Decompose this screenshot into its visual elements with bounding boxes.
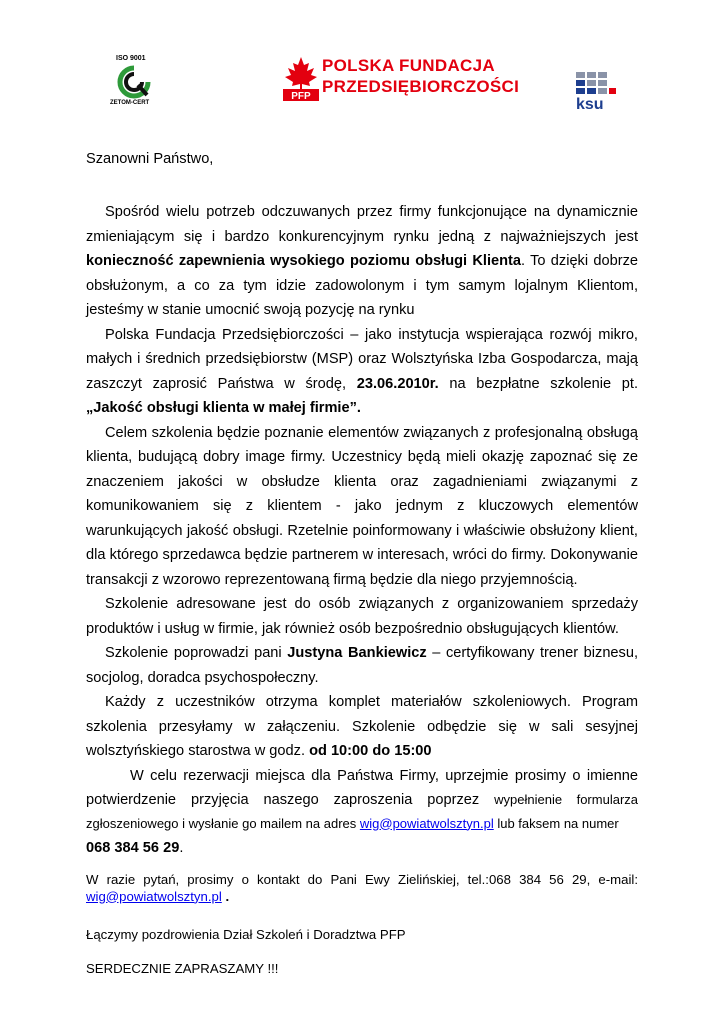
contact-email-link[interactable]: wig@powiatwolsztyn.pl bbox=[86, 888, 222, 904]
pfp-name-line2: PRZEDSIĘBIORCZOŚCI bbox=[322, 77, 520, 96]
paragraph-registration: W celu rezerwacji miejsca dla Państwa Firmy, uprzejmie prosimy o imienne potwierdzenie przyjęcia naszego zaproszenia poprzez wypełnienie formularza zgłoszeniowego i wysłanie go mailem na adres wig@powiatwolsztyn.pl lub faksem na numer 068 384 56 29. bbox=[86, 767, 638, 856]
paragraph-goal: Celem szkolenia będzie poznanie elementów związanych z profesjonalną obsługą klienta, budującą dobry image firmy. Uczestnicy będą mieli okazję zapoznać się ze znaczeniem jakości w obsłudze klienta oraz zagadnieniami związanymi z komunikowaniem się z klientem - jako jednym z kluczowych elementów warunkujących jakość obsługi. Rzetelnie poinformowany i właściwie obsłużony klient, dla którego sprzedawca będzie partnerem w interesach, wróci do firmy. Dokonywanie transakcji z wzorowo reprezentowaną firmą będzie dla niego przyjemnością. bbox=[86, 424, 638, 588]
paragraph-contact: W razie pytań, prosimy o kontakt do Pani Ewy Zielińskiej, tel.:068 384 56 29, e-mail: wig@powiatwolsztyn.pl . bbox=[86, 871, 638, 904]
paragraph-audience: Szkolenie adresowane jest do osób związanych z organizowaniem sprzedaży produktów i usług w firmie, jak również osób bezpośrednio obsługujących klientów. bbox=[86, 596, 638, 637]
letter-body bbox=[86, 148, 638, 977]
pfp-logo bbox=[282, 55, 520, 101]
ksu-label: ksu bbox=[576, 96, 604, 113]
zetom-cert-label: ZETOM-CERT bbox=[110, 100, 150, 106]
paragraph-trainer: Szkolenie poprowadzi pani Justyna Bankiewicz – certyfikowany trener biznesu, socjolog, doradca psychospołeczny. bbox=[86, 645, 639, 686]
paragraph-materials: Każdy z uczestników otrzyma komplet materiałów szkoleniowych. Program szkolenia przesyłamy w załączeniu. Szkolenie odbędzie się w sali sesyjnej wolsztyńskiego starostwa w godz. od 10:00 do 15:00 bbox=[86, 694, 638, 759]
paragraph-intro: Spośród wielu potrzeb odczuwanych przez firmy funkcjonujące na dynamicznie zmieniającym się i bardzo konkurencyjnym rynku jedną z najważniejszych jest konieczność zapewnienia wysokiego poziomu obsługi Klienta. To dzięki dobrze obsłużonym, a co za tym idzie zadowolonym i tym samym lojalnym Klientom, jesteśmy w stanie umocnić swoją pozycję na rynku bbox=[86, 204, 638, 318]
fax-number: 068 384 56 29 bbox=[86, 839, 180, 856]
paragraph-invitation: Polska Fundacja Przedsiębiorczości – jako instytucja wspierająca rozwój mikro, małych i średnich przedsiębiorstw (MSP) oraz Wolsztyńska Izba Gospodarcza, mają zaszczyt zaprosić Państwa w środę, 23.06.2010r. na bezpłatne szkolenie pt. „Jakość obsługi klienta w małej firmie”. bbox=[86, 326, 639, 416]
trainer-name: Justyna Bankiewicz bbox=[287, 645, 427, 661]
ksu-logo bbox=[574, 72, 618, 120]
regards-line: Łączymy pozdrowienia Dział Szkoleń i Doradztwa PFP bbox=[86, 926, 406, 942]
ksu-squares-icon bbox=[574, 72, 618, 96]
iso-label: ISO 9001 bbox=[116, 55, 146, 62]
training-date: 23.06.2010r. bbox=[356, 375, 439, 392]
training-hours: od 10:00 do 15:00 bbox=[309, 743, 432, 759]
greeting: Szanowni Państwo, bbox=[86, 151, 214, 167]
training-title: „Jakość obsługi klienta w małej firmie”. bbox=[86, 400, 361, 416]
maple-leaf-icon bbox=[282, 55, 320, 101]
letterhead bbox=[0, 0, 724, 130]
emphasis-service-quality: konieczność zapewnienia wysokiego poziomu obsługi Klienta bbox=[86, 253, 522, 269]
pfp-name-line1: POLSKA FUNDACJA bbox=[322, 56, 495, 75]
pfp-name bbox=[322, 55, 519, 97]
closing-line: SERDECZNIE ZAPRASZAMY !!! bbox=[86, 960, 279, 976]
pfp-mark-text: PFP bbox=[291, 91, 311, 101]
registration-email-link[interactable]: wig@powiatwolsztyn.pl bbox=[359, 815, 494, 831]
iso-seal-icon bbox=[114, 65, 154, 99]
iso-9001-logo bbox=[104, 55, 166, 111]
